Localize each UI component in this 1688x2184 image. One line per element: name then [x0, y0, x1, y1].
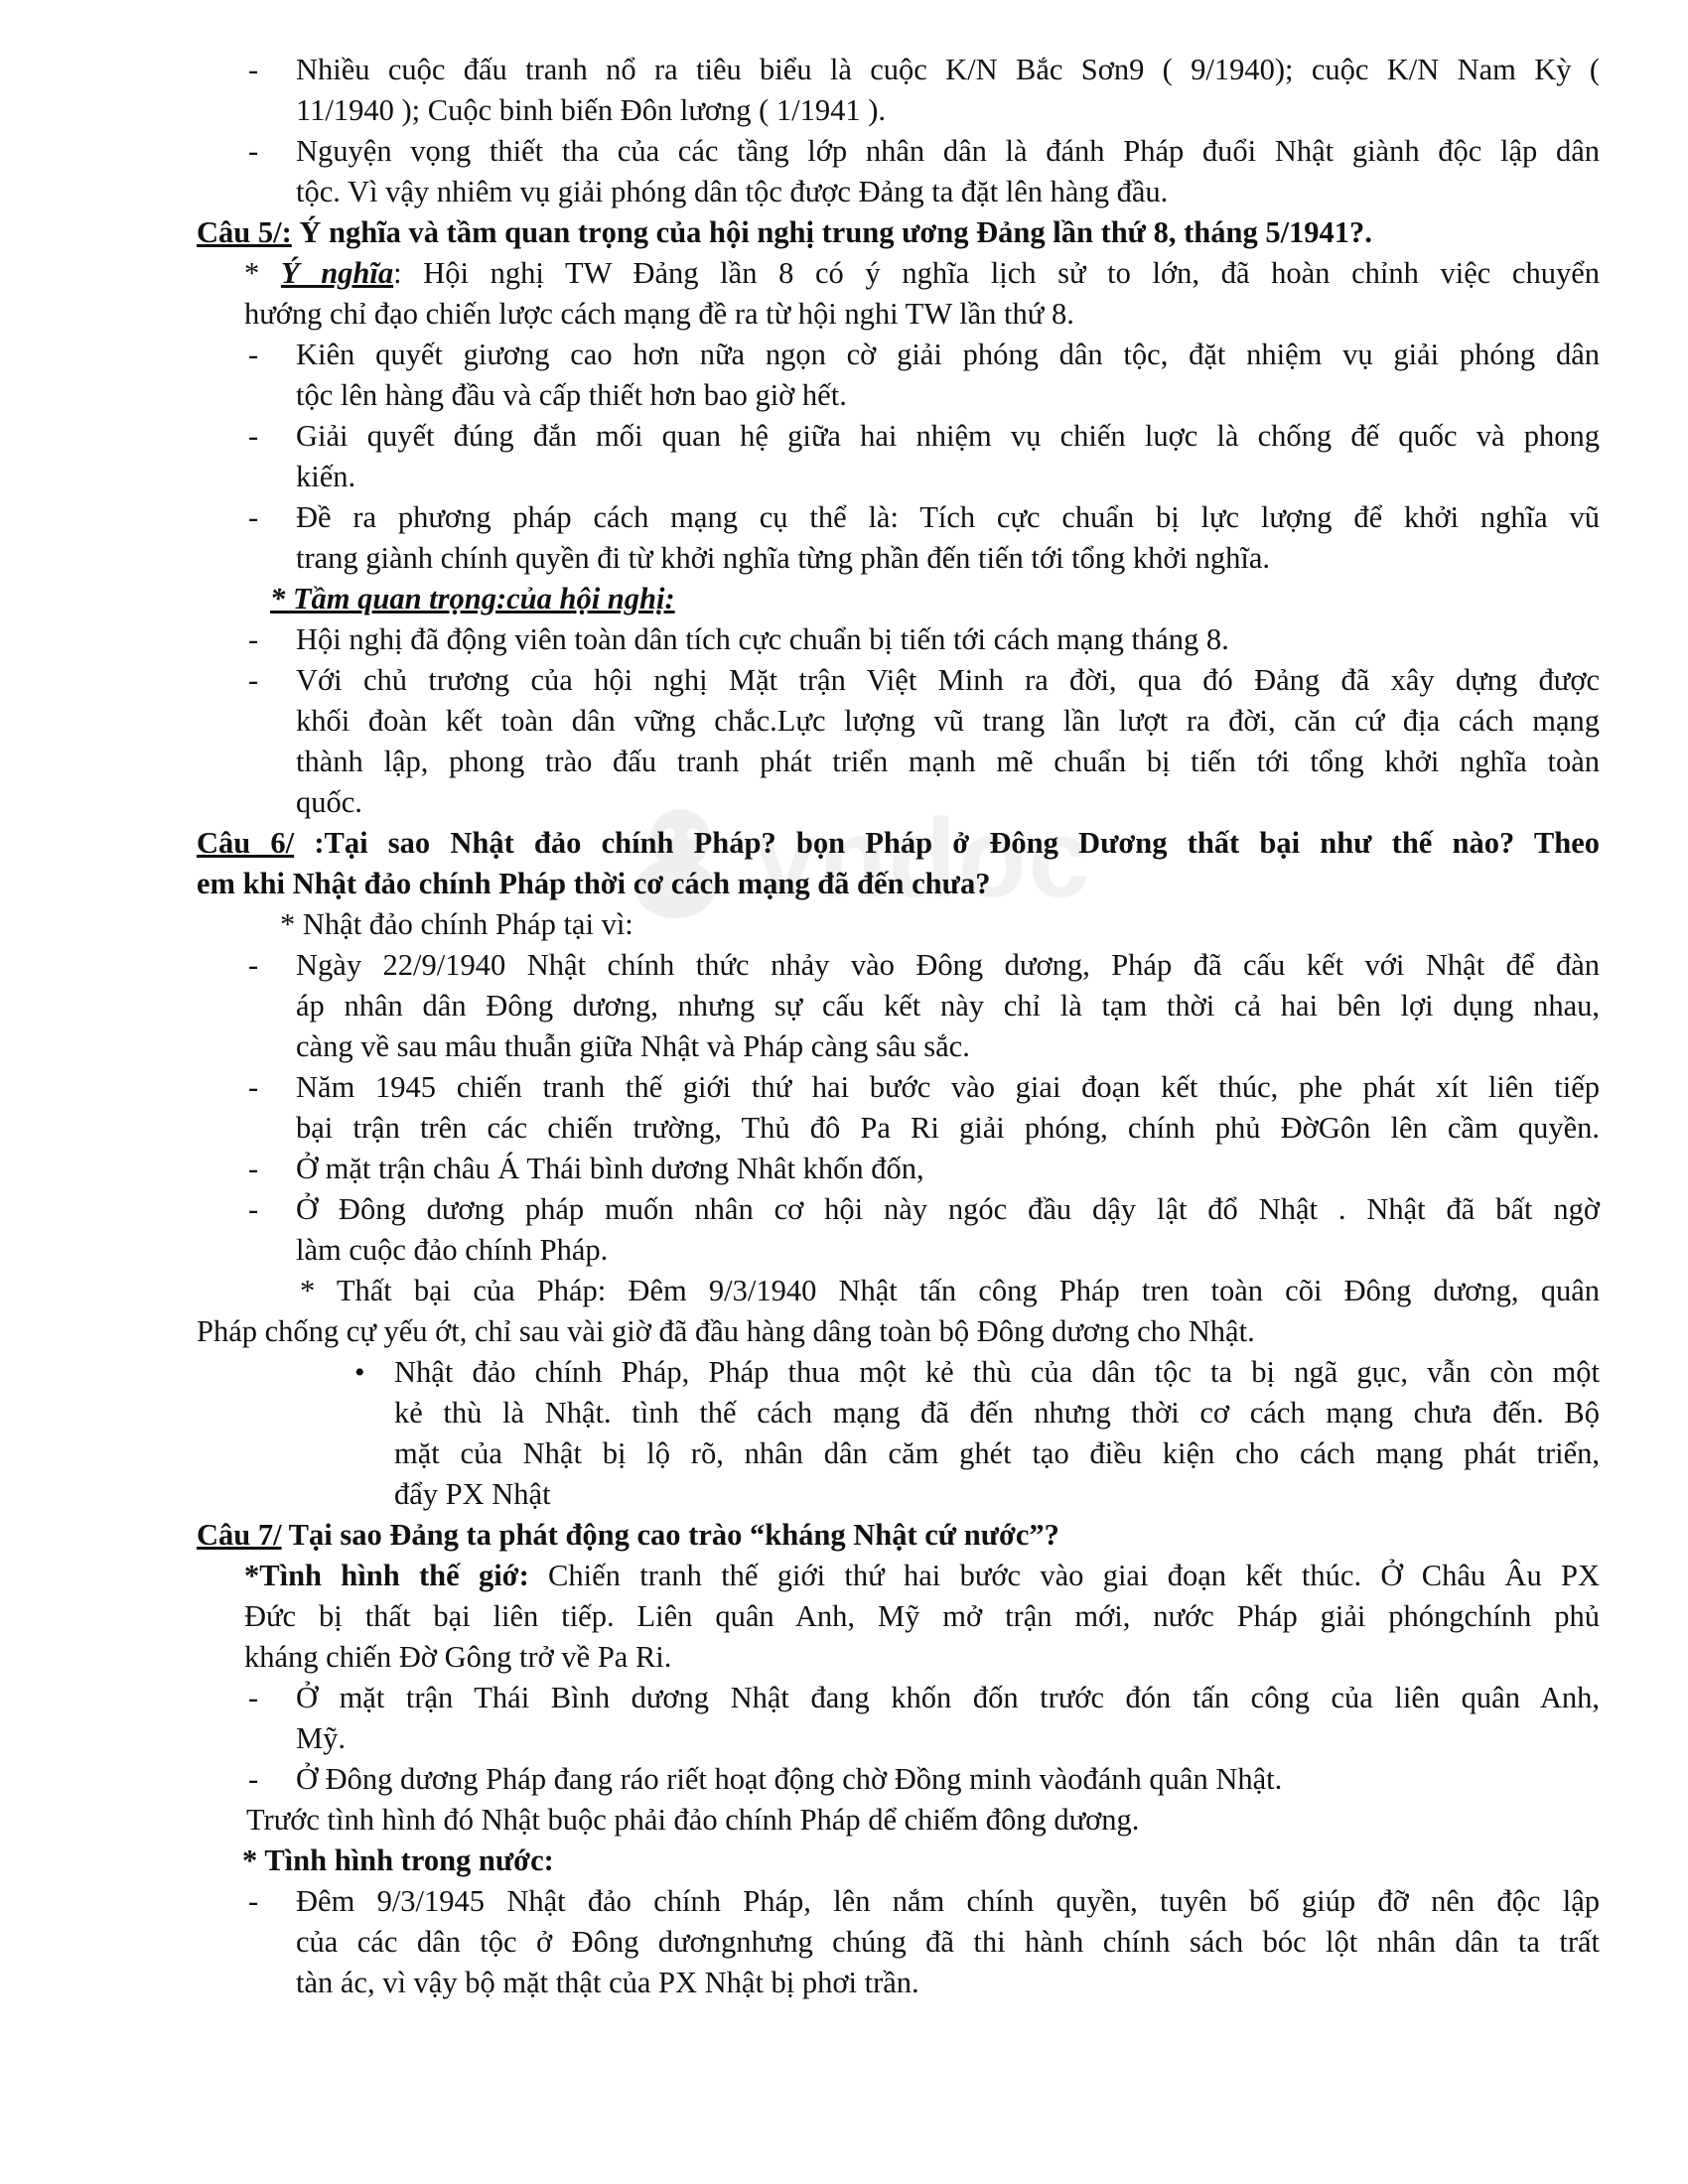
dash-marker: -: [248, 134, 259, 168]
dash-marker: -: [248, 1192, 259, 1226]
dash-marker: -: [248, 419, 259, 453]
list-item-text: của các dân tộc ở Đông dươngnhưng chúng đã thi hành chính sách bóc lột nhân dân ta trất: [296, 1925, 1600, 1959]
list-item-text: kiến.: [296, 460, 356, 493]
list-item-text: Ngày 22/9/1940 Nhật chính thức nhảy vào Đông dương, Pháp đã cấu kết với Nhật để đàn: [296, 948, 1600, 982]
world-situation-paragraph: *Tình hình thế giớ: Chiến tranh thế giới thứ hai bước vào giai đoạn kết thúc. Ở Châu Âu PX: [244, 1559, 1601, 1592]
dash-marker: -: [248, 500, 259, 534]
dash-marker: -: [248, 663, 259, 697]
bullet-text: Nhật đảo chính Pháp, Pháp thua một kẻ thù của dân tộc ta bị ngã gục, vẫn còn một: [394, 1355, 1600, 1389]
text-line: * Nhật đảo chính Pháp tại vì:: [280, 907, 633, 941]
list-item-text: Ở Đông dương Pháp đang ráo riết hoạt động chờ Đồng minh vàođánh quân Nhật.: [296, 1762, 1283, 1796]
bullet-text: mặt của Nhật bị lộ rõ, nhân dân căm ghét tạo điều kiện cho cách mạng phát triển,: [394, 1436, 1600, 1470]
list-item-text: Ở Đông dương pháp muốn nhân cơ hội này ngóc đầu dậy lật đổ Nhật . Nhật đã bất ngờ: [296, 1192, 1600, 1226]
text-line: Đức bị thất bại liên tiếp. Liên quân Anh, Mỹ mở trận mới, nước Pháp giải phóngchính phủ: [244, 1599, 1600, 1633]
bullet-text: kẻ thù là Nhật. tình thế cách mạng đã đến nhưng thời cơ cách mạng chưa đến. Bộ: [394, 1396, 1600, 1430]
list-item-text: tộc. Vì vậy nhiêm vụ giải phóng dân tộc được Đảng ta đặt lên hàng đầu.: [296, 175, 1169, 208]
importance-heading: * Tầm quan trọng:của hội nghị:: [270, 582, 675, 615]
list-item-text: Mỹ.: [296, 1721, 346, 1755]
dash-marker: -: [248, 622, 259, 656]
text-line: Trước tình hình đó Nhật buộc phải đảo chính Pháp dể chiếm đông dương.: [246, 1803, 1140, 1837]
meaning-first-line: * Ý nghĩa: Hội nghị TW Đảng lần 8 có ý nghĩa lịch sử to lớn, đã hoàn chỉnh việc chuyển: [244, 256, 1601, 290]
list-item-text: Giải quyết đúng đắn mối quan hệ giữa hai nhiệm vụ chiến luợc là chống đế quốc và phong: [296, 419, 1600, 453]
french-failure-paragraph: * Thất bại của Pháp: Đêm 9/3/1940 Nhật tấn công Pháp tren toàn cõi Đông dương, quân: [300, 1274, 1600, 1307]
text-line: hướng chỉ đạo chiến lược cách mạng đề ra từ hội nghi TW lần thứ 8.: [244, 297, 1074, 331]
list-item-text: Hội nghị đã động viên toàn dân tích cực chuẩn bị tiến tới cách mạng tháng 8.: [296, 622, 1229, 656]
question-text: Ý nghĩa và tầm quan trọng của hội nghị trung ương Đảng lần thứ 8, tháng 5/1941?.: [291, 215, 1372, 249]
list-item-text: Năm 1945 chiến tranh thế giới thứ hai bước vào giai đoạn kết thúc, phe phát xít liên tiếp: [296, 1070, 1600, 1104]
dash-marker: -: [248, 1152, 259, 1185]
dash-marker: -: [248, 1884, 259, 1918]
dash-marker: -: [248, 53, 259, 86]
list-item-text: Đề ra phương pháp cách mạng cụ thể là: Tích cực chuẩn bị lực lượng để khởi nghĩa vũ: [296, 500, 1600, 534]
dash-marker: -: [248, 1070, 259, 1104]
list-item-text: Nhiều cuộc đấu tranh nổ ra tiêu biểu là cuộc K/N Bắc Sơn9 ( 9/1940); cuộc K/N Nam Kỳ (: [296, 53, 1600, 86]
dash-marker: -: [248, 948, 259, 982]
list-item-text: làm cuộc đảo chính Pháp.: [296, 1233, 609, 1267]
question-text: Tại sao Đảng ta phát động cao trào “kháng Nhật cứ nước”?: [281, 1518, 1059, 1552]
question-label: Câu 7/: [197, 1518, 282, 1552]
list-item-text: Với chủ trương của hội nghị Mặt trận Việt Minh ra đời, qua đó Đảng đã xây dựng được: [296, 663, 1600, 697]
domestic-situation-heading: * Tình hình trong nước:: [242, 1843, 554, 1877]
list-item-text: bại trận trên các chiến trường, Thủ đô Pa Ri giải phóng, chính phủ ĐờGôn lên cầm quyền.: [296, 1111, 1600, 1145]
list-item-text: Kiên quyết giương cao hơn nữa ngọn cờ giải phóng dân tộc, đặt nhiệm vụ giải phóng dân: [296, 338, 1600, 371]
bullet-text: đẩy PX Nhật: [394, 1477, 551, 1511]
dash-marker: -: [248, 1762, 259, 1796]
text-line: Pháp chống cự yếu ớt, chỉ sau vài giờ đã đầu hàng dâng toàn bộ Đông dương cho Nhật.: [197, 1314, 1255, 1348]
dash-marker: -: [248, 1681, 259, 1714]
question-6-heading-cont: em khi Nhật đảo chính Pháp thời cơ cách mạng đã đến chưa?: [197, 867, 991, 900]
list-item-text: tàn ác, vì vậy bộ mặt thật của PX Nhật bị phơi trần.: [296, 1966, 919, 1999]
question-6-heading: [197, 823, 1600, 865]
list-item-text: áp nhân dân Đông dương, nhưng sự cấu kết này chỉ là tạm thời cả hai bên lợi dụng nhau,: [296, 989, 1600, 1023]
list-item-text: thành lập, phong trào đấu tranh phát triển mạnh mẽ chuẩn bị tiến tới tổng khởi nghĩa toàn: [296, 745, 1600, 778]
list-item-text: trang giành chính quyền đi từ khởi nghĩa từng phần đến tiến tới tổng khởi nghĩa.: [296, 541, 1271, 575]
question-5-heading: [197, 212, 1372, 254]
bullet-icon: •: [354, 1356, 365, 1389]
question-7-heading: [197, 1515, 1059, 1557]
watermark-text: vndoc: [755, 796, 1092, 920]
question-text: :Tại sao Nhật đảo chính Pháp? bọn Pháp ở Đông Dương thất bại như thế nào? Theo: [294, 826, 1600, 860]
list-item-text: càng về sau mâu thuẫn giữa Nhật và Pháp càng sâu sắc.: [296, 1029, 970, 1063]
list-item-text: Ở mặt trận châu Á Thái bình dương Nhât khốn đốn,: [296, 1152, 924, 1185]
list-item-text: 11/1940 ); Cuộc binh biến Đôn lương ( 1/1941 ).: [296, 93, 887, 127]
meaning-paragraph: [244, 253, 1600, 295]
list-item-text: khối đoàn kết toàn dân vững chắc.Lực lượng vũ trang lần lượt ra đời, căn cứ địa cách mạng: [296, 704, 1600, 738]
list-item-text: Ở mặt trận Thái Bình dương Nhật đang khốn đốn trước đón tấn công của liên quân Anh,: [296, 1681, 1600, 1714]
list-item-text: Nguyện vọng thiết tha của các tầng lớp nhân dân là đánh Pháp đuổi Nhật giành độc lập dân: [296, 134, 1600, 168]
question-label: Câu 5/:: [197, 215, 292, 249]
text-line: kháng chiến Đờ Gông trở về Pa Ri.: [244, 1640, 672, 1674]
meaning-label: Ý nghĩa: [280, 256, 394, 290]
world-situation-label: *Tình hình thế giớ:: [244, 1559, 529, 1592]
list-item-text: quốc.: [296, 785, 362, 819]
list-item-text: tộc lên hàng đầu và cấp thiết hơn bao giờ hết.: [296, 378, 847, 412]
dash-marker: -: [248, 338, 259, 371]
list-item-text: Đêm 9/3/1945 Nhật đảo chính Pháp, lên nắm chính quyền, tuyên bố giúp đỡ nên độc lập: [296, 1884, 1600, 1918]
question-label: Câu 6/: [197, 826, 295, 860]
